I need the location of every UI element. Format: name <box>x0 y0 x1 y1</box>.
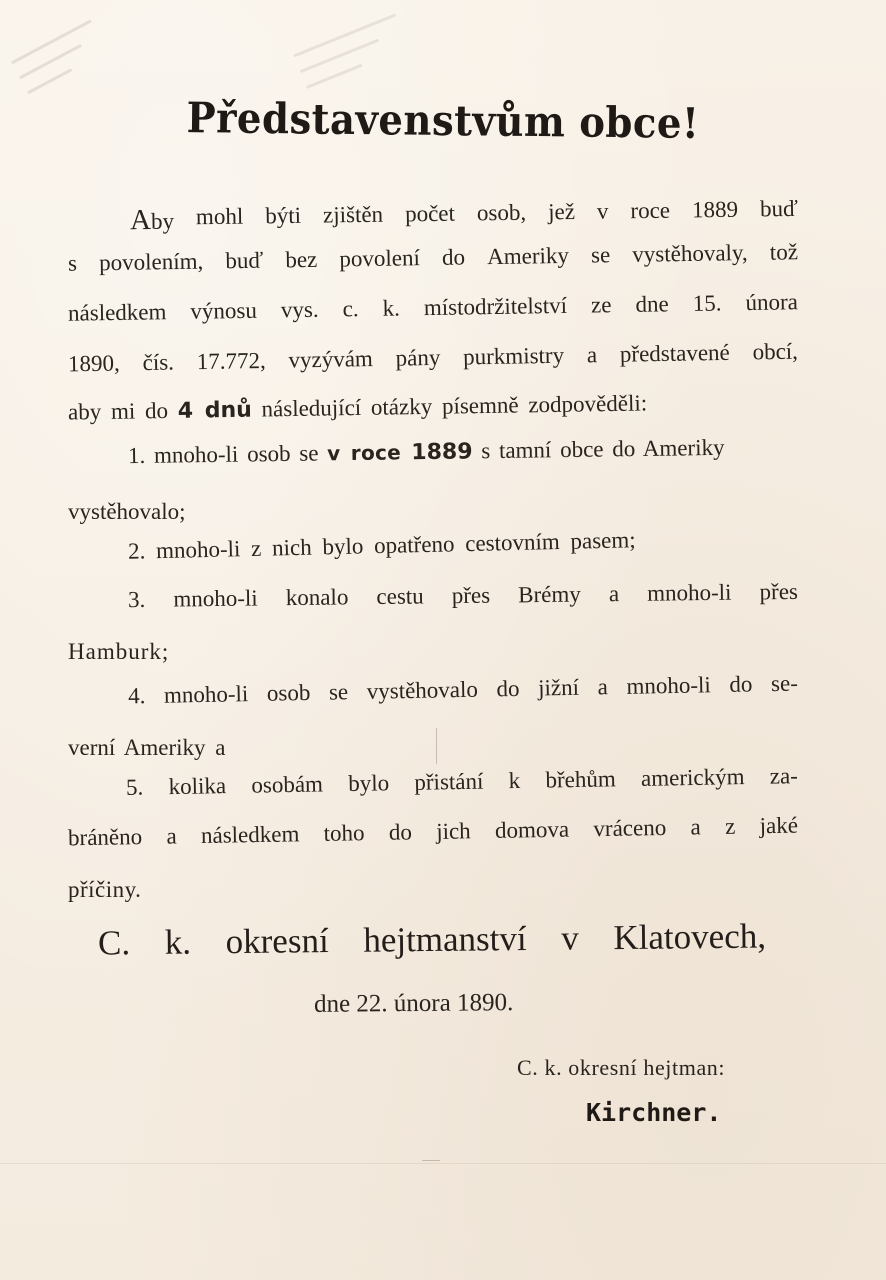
paper-fold <box>0 1163 886 1164</box>
word: C. <box>97 923 131 963</box>
word: mohl <box>195 203 244 230</box>
word: s <box>67 250 78 276</box>
word: povolení <box>339 245 421 272</box>
word: c. <box>342 296 359 322</box>
issuing-office <box>98 917 766 964</box>
word: cestu <box>376 583 424 610</box>
word: okresní <box>225 921 329 962</box>
signatory-name: Kirchner. <box>586 1098 722 1127</box>
word: vráceno <box>593 814 667 842</box>
word: přes <box>759 578 799 605</box>
word: mnoho-li <box>647 579 732 606</box>
word: 5. <box>125 774 144 800</box>
word: do <box>729 671 753 697</box>
ink-mark <box>436 728 437 764</box>
word: se <box>590 242 611 268</box>
signatory-title: C. k. okresní hejtman: <box>517 1055 726 1080</box>
word: zjištěn <box>322 201 384 228</box>
paragraph-line-1 <box>68 197 798 236</box>
word: buď <box>759 195 799 222</box>
word: bez <box>285 246 318 273</box>
word: v <box>561 918 579 958</box>
word: do <box>388 819 413 845</box>
word: tož <box>769 239 799 265</box>
word: 15. <box>692 290 722 316</box>
word: vystěhovalo <box>366 676 479 704</box>
word: mnoho-li <box>626 672 712 699</box>
paragraph-line-2 <box>68 240 798 274</box>
word: do <box>496 675 520 702</box>
word: býti <box>265 202 302 229</box>
word: se <box>328 679 349 705</box>
word: a <box>608 581 620 607</box>
word: bylo <box>348 770 390 796</box>
text-run: aby mi do <box>67 397 178 425</box>
question-1 <box>128 436 725 468</box>
word: toho <box>323 820 365 846</box>
year-emphasis: v roce <box>327 440 412 466</box>
word: domova <box>494 816 570 843</box>
word: k. <box>164 922 192 962</box>
word: 3. <box>127 586 146 613</box>
paragraph-line-5 <box>68 391 647 424</box>
question-4 <box>128 672 798 708</box>
word <box>68 203 175 237</box>
word: výnosu <box>190 297 258 324</box>
year-emphasis-number: 1889 <box>411 439 473 466</box>
word: do <box>441 244 466 270</box>
word: konalo <box>285 584 349 611</box>
deadline-emphasis: 4 dnů <box>177 397 253 424</box>
paragraph-line-4 <box>68 340 798 376</box>
word: buď <box>225 247 264 274</box>
word: osob, <box>476 199 527 226</box>
word: povolením, <box>98 248 204 276</box>
word: přes <box>451 582 491 609</box>
word: osobám <box>251 771 324 798</box>
issue-date: dne 22. února 1890. <box>313 989 514 1018</box>
word: pány <box>395 344 441 371</box>
word: mnoho-li <box>163 681 249 708</box>
word: jež <box>547 199 576 225</box>
word: mnoho-li <box>173 585 258 612</box>
word: jižní <box>537 674 580 701</box>
word: následkem <box>67 299 167 326</box>
paragraph-line-3 <box>68 290 798 324</box>
word: se- <box>770 670 799 697</box>
question-3-continuation: Hamburk; <box>68 639 170 664</box>
word: počet <box>404 200 456 227</box>
word: představené <box>619 339 730 367</box>
text-run: 1. mnoho-li osob se <box>127 440 328 469</box>
word: v <box>596 198 609 224</box>
question-5 <box>126 764 798 799</box>
page-title: Představenstvům obce! <box>186 93 700 148</box>
word: obcí, <box>752 338 799 365</box>
question-3 <box>128 580 798 611</box>
question-2: 2. mnoho-li z nich bylo opatřeno cestovním pasem; <box>127 527 636 564</box>
word: ze <box>590 292 612 318</box>
word: k. <box>382 295 401 321</box>
question-1-continuation: vystěhovalo; <box>68 499 186 524</box>
word: čís. <box>142 349 175 376</box>
question-4-continuation: verní Ameriky a <box>68 735 226 760</box>
word: osob <box>266 679 311 706</box>
ink-mark-bottom <box>422 1160 440 1161</box>
word: purkmistry <box>462 342 565 370</box>
word: místodržitelství <box>423 292 568 321</box>
word: za- <box>769 763 799 789</box>
word: 4. <box>127 683 146 709</box>
word: k <box>508 767 521 794</box>
word: a <box>586 342 598 368</box>
word: a <box>166 823 177 849</box>
word: jich <box>435 818 471 844</box>
word: americkým <box>640 764 745 791</box>
word: 1889 <box>691 196 739 223</box>
word: z <box>724 813 736 839</box>
word: přistání <box>414 768 484 795</box>
word: hejtmanství <box>363 919 527 960</box>
word: následkem <box>200 821 300 849</box>
word: vystěhovaly, <box>632 240 748 267</box>
text-run: následující otázky písemně zodpověděli: <box>251 390 648 422</box>
text-run: s tamní obce do Ameriky <box>472 434 725 464</box>
word: vys. <box>280 296 319 323</box>
word: 1890, <box>67 350 121 377</box>
word: břehům <box>545 766 616 793</box>
word: Klatovech, <box>613 916 767 958</box>
word: jaké <box>759 812 799 839</box>
word: roce <box>630 197 671 224</box>
word: kolika <box>168 773 227 800</box>
word: a <box>597 674 609 700</box>
word: a <box>690 814 701 840</box>
word: dne <box>635 291 669 317</box>
word: bráněno <box>67 824 143 851</box>
drop-cap: A <box>129 203 152 237</box>
question-5-continuation-2: příčiny. <box>68 877 142 902</box>
word-rest: by <box>150 208 175 234</box>
word: Ameriky <box>486 242 570 270</box>
word: vyzývám <box>288 346 374 373</box>
word: Brémy <box>518 581 581 608</box>
word: 17.772, <box>196 347 266 375</box>
question-5-continuation <box>68 814 798 850</box>
word: února <box>745 289 799 316</box>
